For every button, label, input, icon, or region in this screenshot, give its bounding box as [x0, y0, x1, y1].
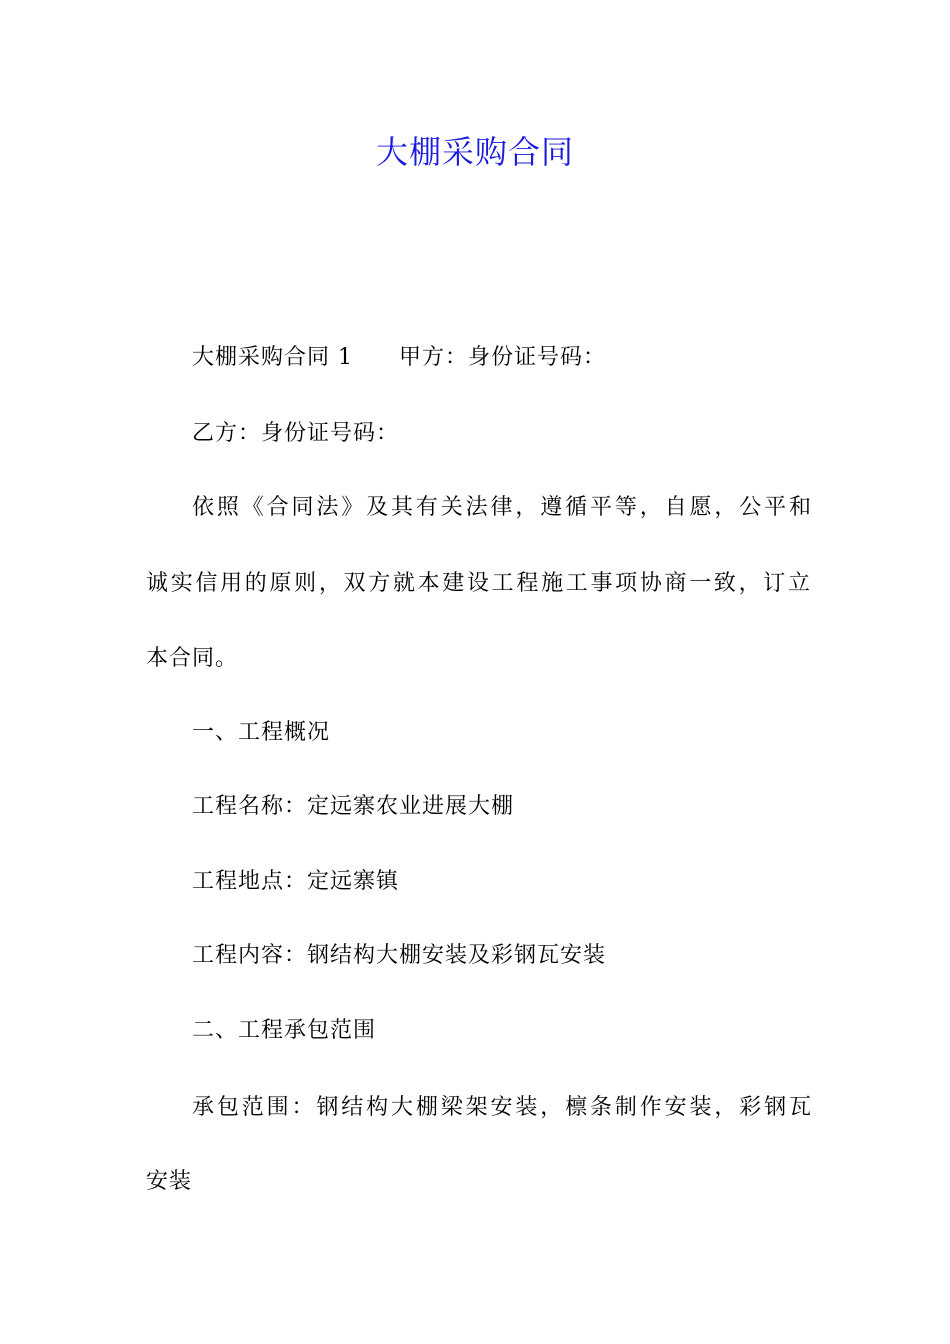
party-a-label: 甲方：身份证号码： — [399, 345, 607, 370]
preamble-line-2: 诚实信用的原则，双方就本建设工程施工事项协商一致，订立 — [146, 571, 811, 596]
project-name-line: 工程名称：定远寨农业进展大棚 — [192, 794, 515, 819]
project-location-line: 工程地点：定远寨镇 — [192, 869, 400, 894]
contract-number-text: 大棚采购合同 1 — [192, 345, 353, 370]
document-title: 大棚采购合同 — [375, 133, 574, 171]
scope-line-2: 安装 — [146, 1169, 193, 1194]
preamble-line-1: 依照《合同法》及其有关法律，遵循平等，自愿，公平和 — [192, 495, 812, 520]
project-content-line: 工程内容：钢结构大棚安装及彩钢瓦安装 — [192, 943, 607, 968]
section-heading-1: 一、工程概况 — [192, 720, 331, 745]
scope-line-1: 承包范围：钢结构大棚梁架安装，檩条制作安装，彩钢瓦 — [192, 1095, 812, 1120]
contract-heading-line — [192, 342, 812, 374]
party-b-label: 乙方：身份证号码： — [192, 421, 400, 446]
section-heading-2: 二、工程承包范围 — [192, 1018, 377, 1043]
preamble-line-3: 本合同。 — [146, 646, 239, 671]
